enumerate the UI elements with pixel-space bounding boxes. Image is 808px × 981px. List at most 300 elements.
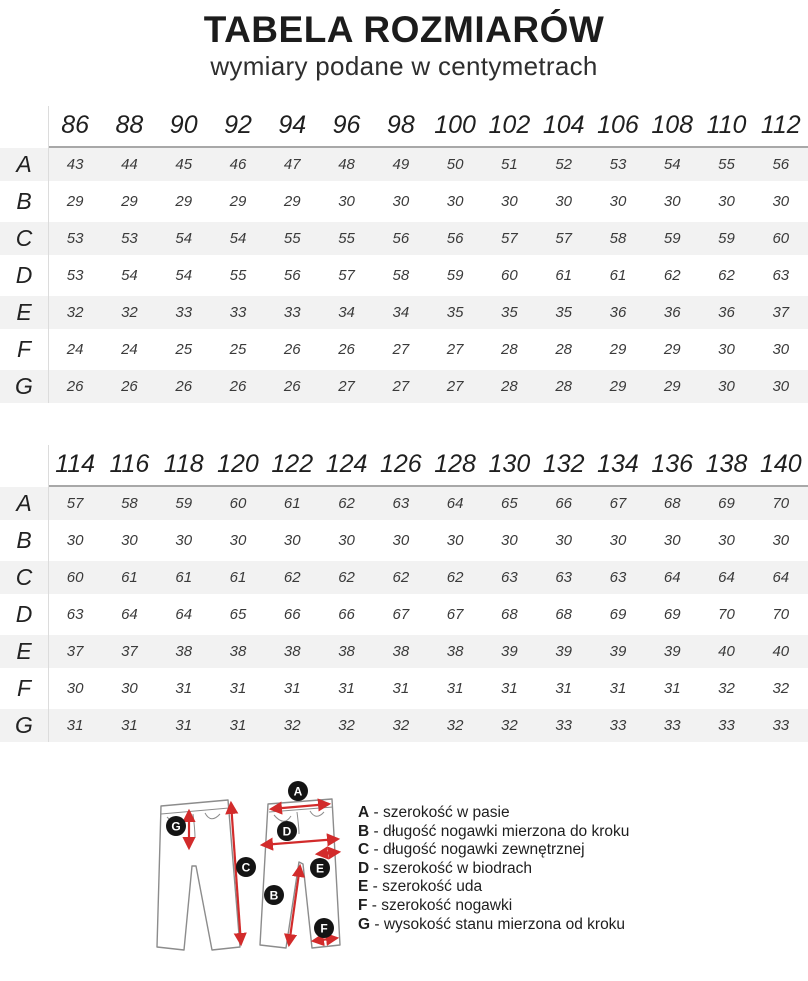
table-cell: 30: [283, 531, 301, 549]
size-header-cell: 94: [278, 111, 307, 140]
table-row: [0, 296, 808, 329]
legend-item: [358, 916, 629, 935]
table-row: [0, 672, 808, 705]
table-cell: 30: [663, 531, 681, 549]
measurement-guide: [0, 770, 808, 960]
size-chart-page: [0, 10, 808, 981]
table-cell: 56: [392, 229, 410, 247]
page-subtitle: wymiary podane w centymetrach: [210, 50, 598, 81]
size-header-cell: 138: [705, 450, 748, 479]
table-cell: 65: [229, 605, 247, 623]
table-cell: 64: [121, 605, 138, 623]
table-cell: 32: [66, 303, 84, 321]
table-cell: 57: [501, 229, 518, 247]
table-cell: 31: [501, 679, 518, 697]
table-cell: 32: [772, 679, 790, 697]
table-cell: 62: [663, 266, 681, 284]
row-cells: [48, 709, 808, 742]
table-cell: 30: [772, 340, 790, 358]
size-table-86-112: [0, 106, 808, 403]
table-cell: 68: [663, 494, 681, 512]
size-header-cell: 90: [169, 111, 198, 140]
pocket-right: [205, 813, 220, 819]
table-cell: 29: [283, 192, 301, 210]
table-cell: 31: [555, 679, 573, 697]
table-cell: 52: [555, 155, 573, 173]
table-cell: 26: [121, 377, 138, 395]
table-cell: 30: [66, 679, 84, 697]
badge-c: [236, 857, 256, 877]
table-cell: 49: [392, 155, 410, 173]
corner-spacer: [0, 445, 48, 487]
table-cell: 30: [718, 377, 735, 395]
table-cell: 59: [718, 229, 735, 247]
table-cell: 66: [338, 605, 355, 623]
table-cell: 30: [446, 531, 464, 549]
table-cell: 30: [121, 679, 138, 697]
legend-item: [358, 897, 629, 916]
size-header-cell: 134: [597, 450, 639, 479]
table-cell: 57: [338, 266, 355, 284]
table-row: [0, 185, 808, 218]
row-label: G: [15, 372, 33, 399]
row-label: B: [16, 187, 32, 214]
table-cell: 54: [663, 155, 681, 173]
table-cell: 53: [66, 266, 84, 284]
size-header-cell: 106: [597, 111, 639, 140]
table-cell: 27: [392, 340, 410, 358]
table-cell: 29: [663, 340, 681, 358]
table-cell: 39: [609, 642, 627, 660]
table-cell: 55: [229, 266, 247, 284]
table-cell: 31: [175, 716, 193, 734]
size-header-cell: 118: [163, 450, 204, 479]
table-cell: 30: [609, 531, 627, 549]
table-cell: 32: [501, 716, 518, 734]
table-cell: 40: [718, 642, 735, 660]
size-header-cell: 104: [542, 111, 585, 140]
row-label: F: [16, 335, 32, 362]
table-cell: 36: [609, 303, 627, 321]
legend-item: [358, 823, 629, 842]
size-header-cell: 110: [706, 111, 747, 140]
legend-text: - szerokość nogawki: [367, 896, 513, 914]
table-cell: 60: [66, 568, 84, 586]
table-cell: 29: [121, 192, 138, 210]
table-cell: 60: [229, 494, 247, 512]
row-label: D: [15, 261, 33, 288]
table-cell: 64: [446, 494, 464, 512]
row-cells: [48, 370, 808, 403]
table-cell: 39: [663, 642, 681, 660]
svg-text:D: D: [282, 824, 292, 839]
table-cell: 36: [718, 303, 735, 321]
badge-g: [166, 816, 186, 836]
table-cell: 51: [501, 155, 518, 173]
table-cell: 28: [501, 340, 518, 358]
table-cell: 55: [283, 229, 301, 247]
table-cell: 35: [446, 303, 464, 321]
legend-letter: E: [358, 878, 369, 896]
row-label: G: [15, 711, 33, 738]
size-header-cell: 140: [759, 450, 802, 479]
svg-text:A: A: [293, 784, 303, 799]
table-cell: 30: [392, 192, 410, 210]
table-cell: 55: [718, 155, 735, 173]
table-cell: 25: [175, 340, 193, 358]
table-cell: 38: [229, 642, 247, 660]
table-cell: 30: [338, 192, 355, 210]
table-cell: 30: [501, 531, 518, 549]
table-cell: 34: [338, 303, 355, 321]
table-cell: 37: [66, 642, 84, 660]
table-cell: 57: [555, 229, 573, 247]
table-cell: 31: [121, 716, 138, 734]
table-cell: 56: [446, 229, 464, 247]
badge-f: [314, 918, 334, 938]
table-cell: 59: [446, 266, 464, 284]
legend: [358, 770, 629, 934]
table-cell: 54: [229, 229, 247, 247]
table-cell: 28: [555, 340, 573, 358]
row-cells: [48, 561, 808, 594]
fly-line: [193, 814, 195, 838]
size-header-cells: [48, 445, 808, 487]
legend-item: [358, 878, 629, 897]
table-cell: 68: [555, 605, 573, 623]
table-cell: 54: [175, 266, 193, 284]
table-cell: 59: [663, 229, 681, 247]
size-header-cell: 88: [115, 111, 144, 140]
table-cell: 30: [555, 192, 573, 210]
table-cell: 70: [772, 494, 790, 512]
row-cells: [48, 672, 808, 705]
table-cell: 31: [338, 679, 355, 697]
table-cell: 59: [175, 494, 193, 512]
table-cell: 29: [663, 377, 681, 395]
table-cell: 58: [392, 266, 410, 284]
legend-letter: F: [358, 896, 368, 914]
table-cell: 30: [555, 531, 573, 549]
size-header-cell: 114: [55, 450, 96, 479]
row-label: E: [16, 637, 32, 664]
row-label: B: [16, 526, 32, 553]
table-row: [0, 333, 808, 366]
table-cell: 50: [446, 155, 464, 173]
table-cell: 29: [609, 340, 627, 358]
table-cell: 37: [772, 303, 790, 321]
table-cell: 29: [609, 377, 627, 395]
table-cell: 33: [175, 303, 193, 321]
table-cell: 67: [392, 605, 410, 623]
table-cell: 32: [121, 303, 138, 321]
table-cell: 60: [772, 229, 790, 247]
table-cell: 61: [555, 266, 573, 284]
size-header-cell: 96: [332, 111, 361, 140]
row-cells: [48, 333, 808, 366]
table-cell: 26: [229, 377, 247, 395]
table-cell: 69: [718, 494, 735, 512]
table-cell: 61: [175, 568, 193, 586]
corner-spacer: [0, 106, 48, 148]
table-cell: 30: [772, 192, 790, 210]
table-row: [0, 635, 808, 668]
table-cell: 44: [121, 155, 138, 173]
table-cell: 31: [229, 679, 247, 697]
size-header-cell: 120: [217, 450, 259, 479]
table-cell: 27: [446, 377, 464, 395]
table-row: [0, 709, 808, 742]
table-cell: 38: [283, 642, 301, 660]
table-cell: 62: [718, 266, 735, 284]
table-cell: 24: [66, 340, 84, 358]
table-cell: 58: [121, 494, 138, 512]
row-label: A: [16, 150, 32, 177]
table-cell: 30: [121, 531, 138, 549]
table-cell: 30: [392, 531, 410, 549]
row-cells: [48, 259, 808, 292]
table-cell: 36: [663, 303, 681, 321]
row-cells: [48, 524, 808, 557]
table-cell: 63: [501, 568, 518, 586]
table-cell: 64: [772, 568, 790, 586]
table-cell: 65: [501, 494, 518, 512]
table-cell: 63: [555, 568, 573, 586]
table-cell: 30: [772, 531, 790, 549]
badge-d: [277, 821, 297, 841]
legend-item: [358, 804, 629, 823]
table-cell: 32: [338, 716, 355, 734]
svg-text:F: F: [320, 921, 328, 936]
legend-text: - szerokość uda: [368, 878, 483, 896]
table-row: [0, 561, 808, 594]
table-cell: 27: [338, 377, 355, 395]
table-cell: 30: [446, 192, 464, 210]
table-cell: 67: [609, 494, 627, 512]
size-header-cell: 130: [488, 450, 531, 479]
size-header-cell: 116: [109, 450, 150, 479]
svg-text:G: G: [171, 819, 181, 834]
table-row: [0, 370, 808, 403]
size-header-cell: 126: [379, 450, 422, 479]
legend-letter: A: [358, 803, 370, 821]
legend-text: - szerokość w pasie: [369, 803, 510, 821]
table-cell: 39: [555, 642, 573, 660]
table-cell: 25: [229, 340, 247, 358]
row-cells: [48, 598, 808, 631]
legend-letter: B: [358, 822, 370, 840]
pocket-right: [310, 811, 324, 816]
table-row: [0, 487, 808, 520]
row-label: C: [15, 224, 33, 251]
table-cell: 38: [175, 642, 193, 660]
table-cell: 62: [338, 494, 355, 512]
table-cell: 58: [609, 229, 627, 247]
table-cell: 33: [283, 303, 301, 321]
table-cell: 69: [609, 605, 627, 623]
table-cell: 33: [609, 716, 627, 734]
legend-item: [358, 841, 629, 860]
table-cell: 62: [392, 568, 410, 586]
table-cell: 32: [392, 716, 410, 734]
table-cell: 33: [555, 716, 573, 734]
table-cell: 70: [718, 605, 735, 623]
table-cell: 43: [66, 155, 84, 173]
table-cell: 66: [555, 494, 573, 512]
row-label: C: [15, 563, 33, 590]
table-cell: 64: [663, 568, 681, 586]
row-cells: [48, 148, 808, 181]
table-cell: 53: [66, 229, 84, 247]
size-header-row: [0, 106, 808, 148]
size-header-cells: [48, 106, 808, 148]
table-cell: 26: [66, 377, 84, 395]
table-cell: 34: [392, 303, 410, 321]
svg-text:B: B: [269, 888, 279, 903]
table-body: [0, 487, 808, 742]
size-header-cell: 86: [61, 111, 90, 140]
table-cell: 30: [718, 531, 735, 549]
table-row: [0, 598, 808, 631]
table-cell: 67: [446, 605, 464, 623]
measure-arrow-b: [289, 866, 300, 945]
table-cell: 35: [501, 303, 518, 321]
row-label: D: [15, 600, 33, 627]
measure-arrow-e: [317, 852, 339, 854]
size-header-cell: 122: [271, 450, 314, 479]
size-table-114-140: [0, 445, 808, 742]
size-header-cell: 98: [386, 111, 415, 140]
table-cell: 47: [283, 155, 301, 173]
badge-a: [288, 781, 308, 801]
table-cell: 62: [446, 568, 464, 586]
table-cell: 30: [718, 192, 735, 210]
table-cell: 30: [175, 531, 193, 549]
table-cell: 46: [229, 155, 247, 173]
table-cell: 70: [772, 605, 790, 623]
table-cell: 40: [772, 642, 790, 660]
legend-text: - długość nogawki zewnętrznej: [369, 841, 585, 859]
label-column-divider: [48, 445, 49, 742]
table-cell: 27: [446, 340, 464, 358]
size-header-cell: 92: [224, 111, 252, 140]
table-cell: 38: [446, 642, 464, 660]
measure-arrow-d: [262, 839, 338, 845]
legend-letter: D: [358, 859, 370, 877]
size-header-row: [0, 445, 808, 487]
table-cell: 29: [175, 192, 193, 210]
table-cell: 31: [283, 679, 301, 697]
table-cell: 63: [392, 494, 410, 512]
table-cell: 53: [609, 155, 627, 173]
table-body: [0, 148, 808, 403]
row-cells: [48, 296, 808, 329]
table-cell: 38: [392, 642, 410, 660]
table-cell: 26: [283, 377, 301, 395]
pants-measurement-diagram: [140, 770, 352, 960]
table-cell: 62: [338, 568, 355, 586]
pocket-left: [274, 815, 291, 821]
table-cell: 32: [283, 716, 301, 734]
table-cell: 38: [338, 642, 355, 660]
row-cells: [48, 185, 808, 218]
table-cell: 30: [229, 531, 247, 549]
svg-text:C: C: [241, 860, 251, 875]
table-cell: 26: [283, 340, 301, 358]
table-cell: 60: [501, 266, 518, 284]
table-cell: 45: [175, 155, 193, 173]
table-cell: 31: [609, 679, 627, 697]
table-row: [0, 524, 808, 557]
row-label: E: [16, 298, 32, 325]
table-cell: 26: [338, 340, 355, 358]
table-cell: 61: [283, 494, 301, 512]
table-cell: 53: [121, 229, 138, 247]
waistband-line: [161, 808, 229, 814]
table-cell: 31: [175, 679, 193, 697]
table-cell: 61: [229, 568, 247, 586]
table-cell: 33: [718, 716, 735, 734]
row-label: A: [16, 489, 32, 516]
badge-b: [264, 885, 284, 905]
table-cell: 30: [501, 192, 518, 210]
row-label: F: [16, 674, 32, 701]
table-cell: 37: [121, 642, 138, 660]
table-cell: 24: [121, 340, 138, 358]
table-cell: 28: [501, 377, 518, 395]
row-cells: [48, 635, 808, 668]
legend-text: - wysokość stanu mierzona od kroku: [370, 915, 626, 933]
table-cell: 33: [663, 716, 681, 734]
size-header-cell: 102: [488, 111, 531, 140]
table-cell: 30: [772, 377, 790, 395]
size-header-cell: 128: [434, 450, 476, 479]
table-cell: 32: [718, 679, 735, 697]
table-cell: 30: [338, 531, 355, 549]
table-cell: 29: [66, 192, 84, 210]
legend-text: - długość nogawki mierzona do kroku: [369, 822, 630, 840]
size-header-cell: 132: [542, 450, 585, 479]
row-cells: [48, 487, 808, 520]
table-cell: 28: [555, 377, 573, 395]
label-column-divider: [48, 106, 49, 403]
size-header-cell: 108: [651, 111, 694, 140]
table-cell: 54: [121, 266, 138, 284]
table-cell: 55: [338, 229, 355, 247]
table-cell: 31: [392, 679, 410, 697]
table-cell: 33: [772, 716, 790, 734]
table-cell: 39: [501, 642, 518, 660]
measure-arrow-f: [313, 938, 337, 941]
fly-line: [297, 812, 299, 834]
legend-letter: G: [358, 915, 371, 933]
table-row: [0, 222, 808, 255]
table-cell: 64: [175, 605, 193, 623]
row-cells: [48, 222, 808, 255]
svg-text:E: E: [315, 861, 325, 876]
table-cell: 56: [772, 155, 790, 173]
table-cell: 30: [66, 531, 84, 549]
table-row: [0, 259, 808, 292]
table-cell: 61: [609, 266, 627, 284]
legend-letter: C: [358, 841, 370, 859]
table-cell: 33: [229, 303, 247, 321]
size-header-cell: 136: [651, 450, 694, 479]
table-cell: 26: [175, 377, 193, 395]
badge-e: [310, 858, 330, 878]
table-cell: 63: [66, 605, 84, 623]
table-cell: 31: [229, 716, 247, 734]
